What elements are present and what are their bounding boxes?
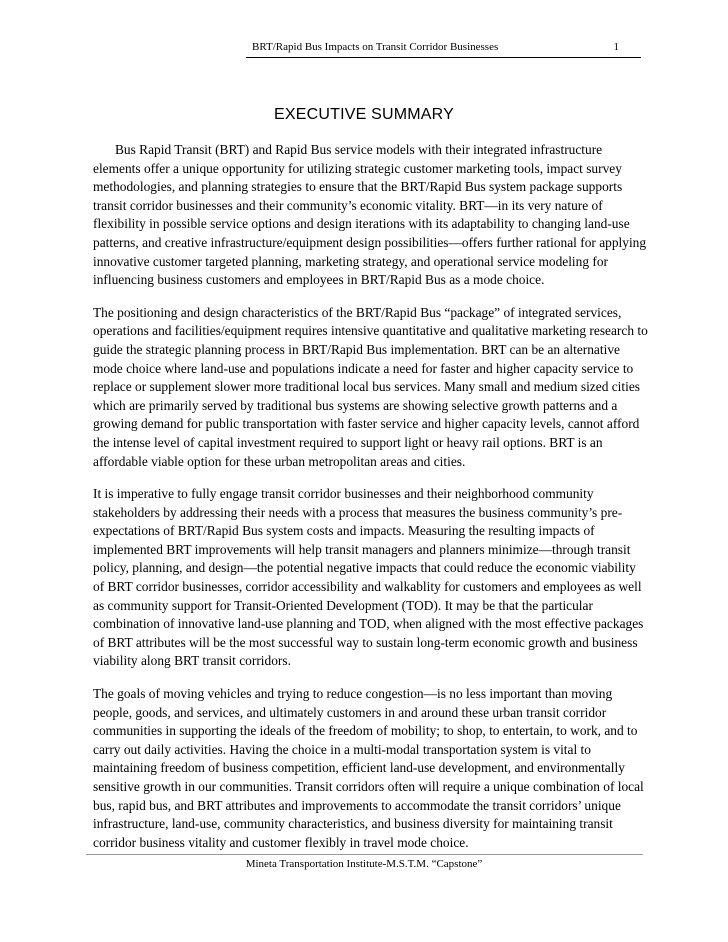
- paragraph-2: The positioning and design characteristics of the BRT/Rapid Bus “package” of integrated services, operations and facilities/equipment requires intensive quantitative and qualitative marketing research to guide the strategic planning process in BRT/Rapid Bus implementation. BRT can be an alternative mode choice where land-use and populations indicate a need for faster and higher capacity service to replace or supplement slower more traditional local bus services. Many small and medium sized cities which are primarily served by traditional bus systems are showing selective growth patterns and a growing demand for public transportation with faster service and higher capacity levels, cannot afford the intense level of capital investment required to support light or heavy rail options. BRT is an affordable viable option for these urban metropolitan areas and cities.: [93, 304, 648, 469]
- body-text: [93, 141, 648, 866]
- page-footer: Mineta Transportation Institute-M.S.T.M. “Capstone”: [245, 858, 483, 870]
- paragraph-3: It is imperative to fully engage transit corridor businesses and their neighborhood community stakeholders by addressing their needs with a process that measures the business community’s pre-expectations of BRT/Rapid Bus system costs and impacts. Measuring the resulting impacts of implemented BRT improvements will help transit managers and planners minimize—through transit policy, planning, and design—the potential negative impacts that could reduce the economic viability of BRT corridor businesses, corridor accessibility and walkablity for customers and employees as well as community support for Transit-Oriented Development (TOD). It may be that the particular combination of innovative land-use planning and TOD, when aligned with the most effective packages of BRT attributes will be the most successful way to sustain long-term economic growth and business viability along BRT transit corridors.: [93, 486, 644, 669]
- footer-divider: [86, 854, 643, 855]
- running-title: BRT/Rapid Bus Impacts on Transit Corridor Businesses: [252, 41, 499, 53]
- paragraph-4: The goals of moving vehicles and trying to reduce congestion—is no less important than moving people, goods, and services, and ultimately customers in and around these urban transit corridor communities in supporting the ideals of the freedom of mobility; to shop, to entertain, to work, and to carry out daily activities. Having the choice in a multi-modal transportation system is vital to maintaining freedom of business competition, efficient land-use development, and environmentally sensitive growth in our communities. Transit corridors often will require a unique combination of local bus, rapid bus, and BRT attributes and improvements to accommodate the transit corridors’ unique infrastructure, land-use, community characteristics, and business diversity for maintaining transit corridor business vitality and customer flexibly in travel mode choice.: [93, 686, 644, 850]
- page-number: 1: [613, 41, 619, 53]
- section-title: EXECUTIVE SUMMARY: [273, 106, 455, 123]
- page-header: [246, 37, 641, 58]
- paragraph-1: Bus Rapid Transit (BRT) and Rapid Bus service models with their integrated infrastructure elements offer a unique opportunity for utilizing strategic customer marketing tools, impact survey methodologies, and planning strategies to ensure that the BRT/Rapid Bus system package supports transit corridor businesses and their community’s economic vitality. BRT—in its very nature of flexibility in possible service options and design iterations with its adaptability to changing land-use patterns, and creative infrastructure/equipment design possibilities—offers further rational for applying innovative customer targeted planning, marketing strategy, and operational service modeling for influencing business customers and employees in BRT/Rapid Bus as a mode choice.: [93, 142, 647, 288]
